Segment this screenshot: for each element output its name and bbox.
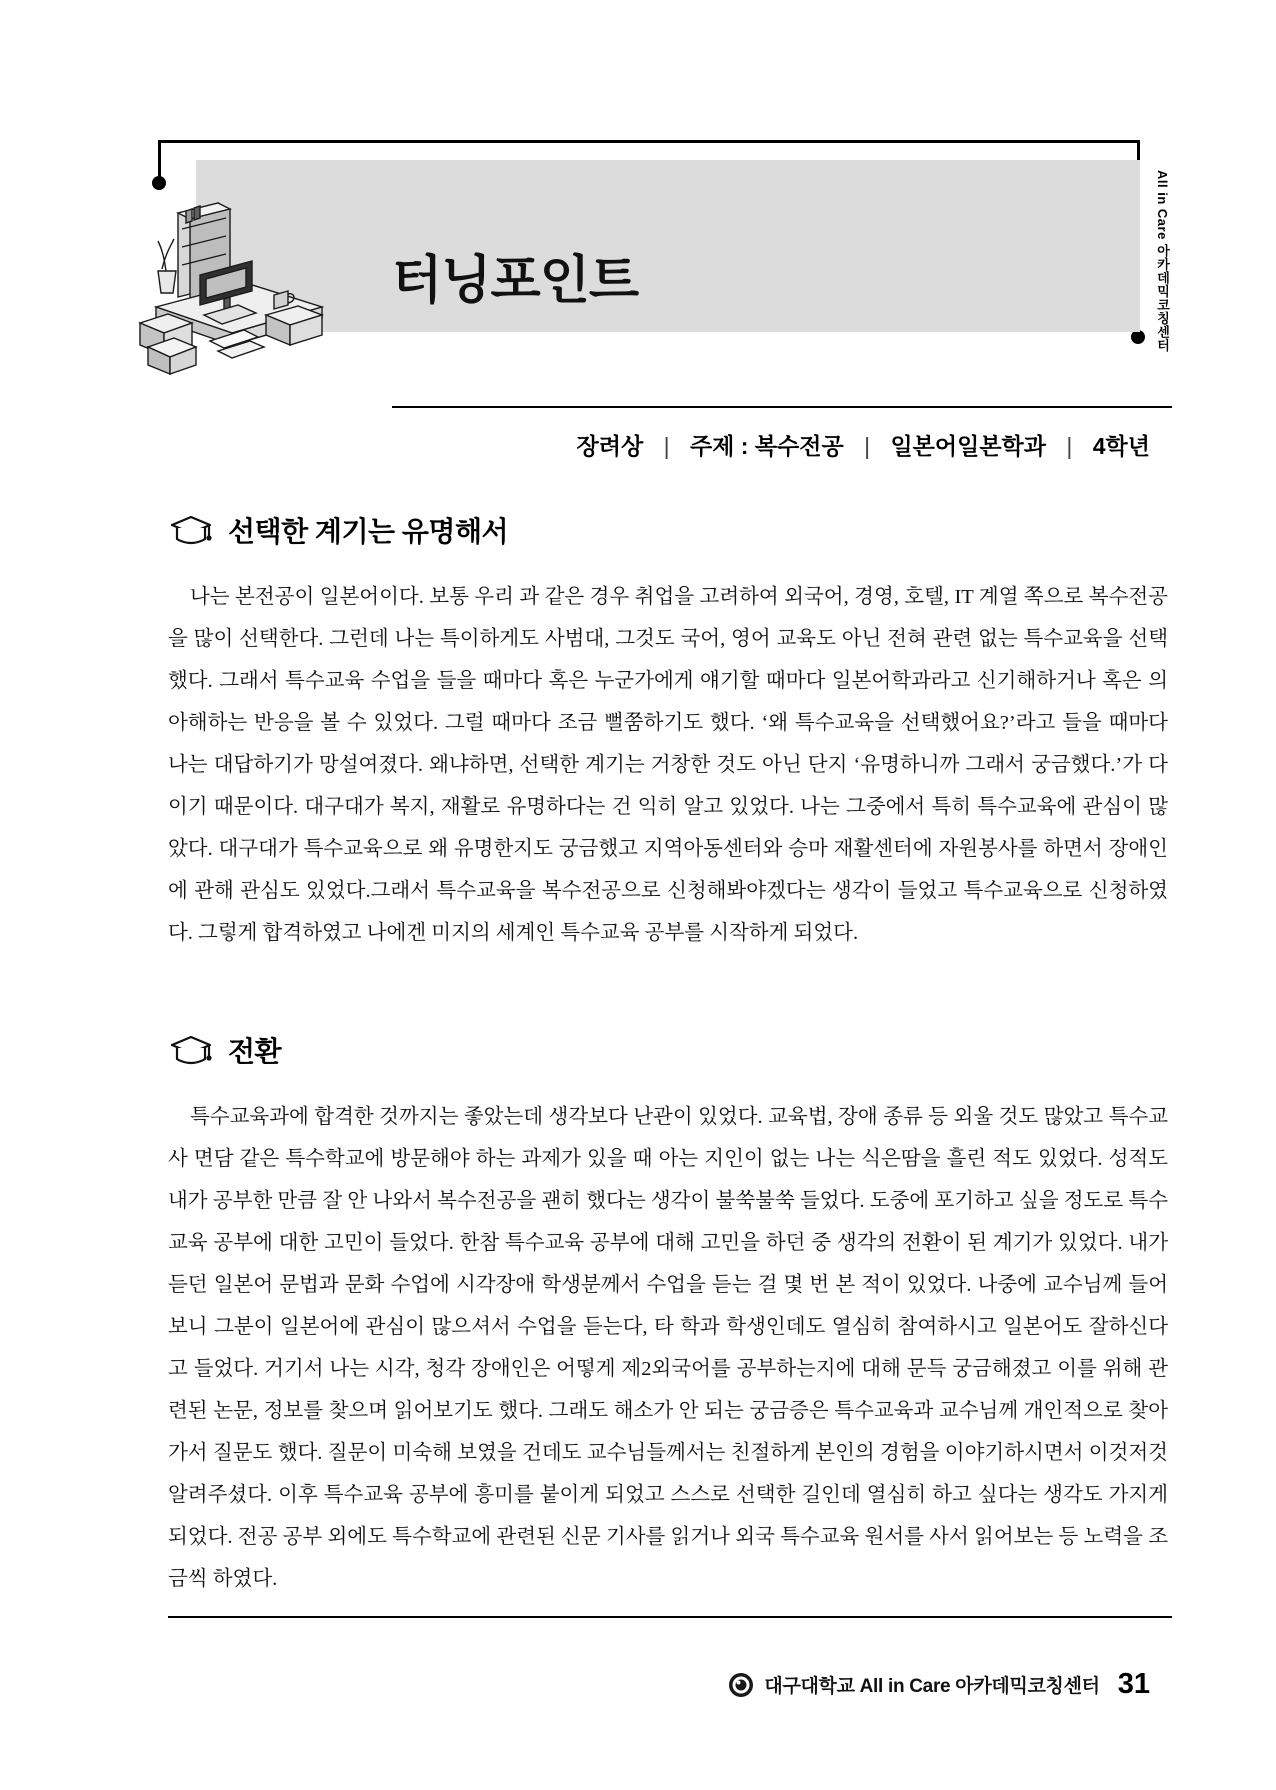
header-top-rule bbox=[160, 140, 1140, 143]
section-2-body: 특수교육과에 합격한 것까지는 좋았는데 생각보다 난관이 있었다. 교육법, 장애 종류 등 외울 것도 많았고 특수교사 면담 같은 특수학교에 방문해야 하는 과제가 있을 때 아는 지인이 없는 나는 식은땀을 흘린 적도 있었다. 성적도 내가 공부한 만큼 잘 안 나와서 복수전공을 괜히 했다는 생각이 불쑥불쑥 들었다. 도중에 포기하고 싶을 정도로 특수교육 공부에 대한 고민이 들었다. 한참 특수교육 공부에 대해 고민을 하던 중 생각의 전환이 된 계기가 있었다. 내가 듣던 일본어 문법과 문화 수업에 시각장애 학생분께서 수업을 듣는 걸 몇 번 본 적이 있었다. 나중에 교수님께 들어보니 그분이 일본어에 관심이 많으셔서 수업을 듣는다, 타 학과 학생인데도 열심히 참여하시고 일본어도 잘하신다고 들었다. 거기서 나는 시각, 청각 장애인은 어떻게 제2외국어를 공부하는지에 대해 문득 궁금해졌고 이를 위해 관련된 논문, 정보를 찾으며 읽어보기도 했다. 그래도 해소가 안 되는 궁금증은 특수교육과 교수님께 개인적으로 찾아가서 질문도 했다. 질문이 미숙해 보였을 건데도 교수님들께서는 친절하게 본인의 경험을 이야기하시면서 이것저것 알려주셨다. 이후 특수교육 공부에 흥미를 붙이게 되었고 스스로 선택한 길인데 열심히 하고 싶다는 생각도 가지게 되었다. 전공 공부 외에도 특수학교에 관련된 신문 기사를 읽거나 외국 특수교육 원서를 사서 읽어보는 등 노력을 조금씩 하였다. bbox=[168, 1106, 1168, 1590]
section-1-heading bbox=[168, 510, 1168, 550]
section-2-heading bbox=[168, 1030, 1168, 1070]
graduation-cap-icon bbox=[168, 1032, 214, 1068]
desk-illustration bbox=[126, 195, 346, 380]
side-label: All in Care 아카데믹코칭센터 bbox=[1155, 170, 1170, 352]
section-1-body: 나는 본전공이 일본어이다. 보통 우리 과 같은 경우 취업을 고려하여 외국어, 경영, 호텔, IT 계열 쪽으로 복수전공을 많이 선택한다. 그런데 나는 특이하게도 사범대, 그것도 국어, 영어 교육도 아닌 전혀 관련 없는 특수교육을 선택했다. 그래서 특수교육 수업을 들을 때마다 혹은 누군가에게 얘기할 때마다 일본어학과라고 신기해하거나 혹은 의아해하는 반응을 볼 수 있었다. 그럴 때마다 조금 뻘쭘하기도 했다. ‘왜 특수교육을 선택했어요?’라고 들을 때마다 나는 대답하기가 망설여졌다. 왜냐하면, 선택한 계기는 거창한 것도 아닌 단지 ‘유명하니까 그래서 궁금했다.’가 다이기 때문이다. 대구대가 복지, 재활로 유명하다는 건 익히 알고 있었다. 나는 그중에서 특히 특수교육에 관심이 많았다. 대구대가 특수교육으로 왜 유명한지도 궁금했고 지역아동센터와 승마 재활센터에 자원봉사를 하면서 장애인에 관해 관심도 있었다.그래서 특수교육을 복수전공으로 신청해봐야겠다는 생각이 들었고 특수교육으로 신청하였다. 그렇게 합격하였고 나에겐 미지의 세계인 특수교육 공부를 시작하게 되었다. bbox=[168, 586, 1168, 944]
footer-text: 대구대학교 All in Care 아카데믹코칭센터 bbox=[764, 1676, 1100, 1697]
page-footer bbox=[728, 1668, 1150, 1701]
section-2 bbox=[168, 1030, 1168, 1600]
page-number: 31 bbox=[1117, 1668, 1150, 1700]
meta-separator-3: | bbox=[1066, 433, 1073, 459]
meta-year: 4학년 bbox=[1092, 433, 1150, 459]
meta-topic: 주제 : 복수전공 bbox=[689, 433, 844, 459]
meta-separator-1: | bbox=[663, 433, 670, 459]
section-2-title: 전환 bbox=[228, 1036, 282, 1067]
meta-separator-2: | bbox=[864, 433, 871, 459]
page-title: 터닝포인트 bbox=[392, 252, 639, 310]
header-right-dot bbox=[1131, 330, 1145, 344]
seal-icon bbox=[728, 1672, 754, 1698]
header-left-dot bbox=[152, 176, 166, 190]
footer-rule bbox=[168, 1616, 1172, 1618]
meta-divider-rule bbox=[392, 406, 1172, 408]
section-1-title: 선택한 계기는 유명해서 bbox=[228, 516, 509, 547]
meta-award: 장려상 bbox=[576, 433, 644, 459]
meta-department: 일본어일본학과 bbox=[890, 433, 1046, 459]
section-1 bbox=[168, 510, 1168, 954]
graduation-cap-icon bbox=[168, 512, 214, 548]
article-meta bbox=[577, 428, 1150, 461]
